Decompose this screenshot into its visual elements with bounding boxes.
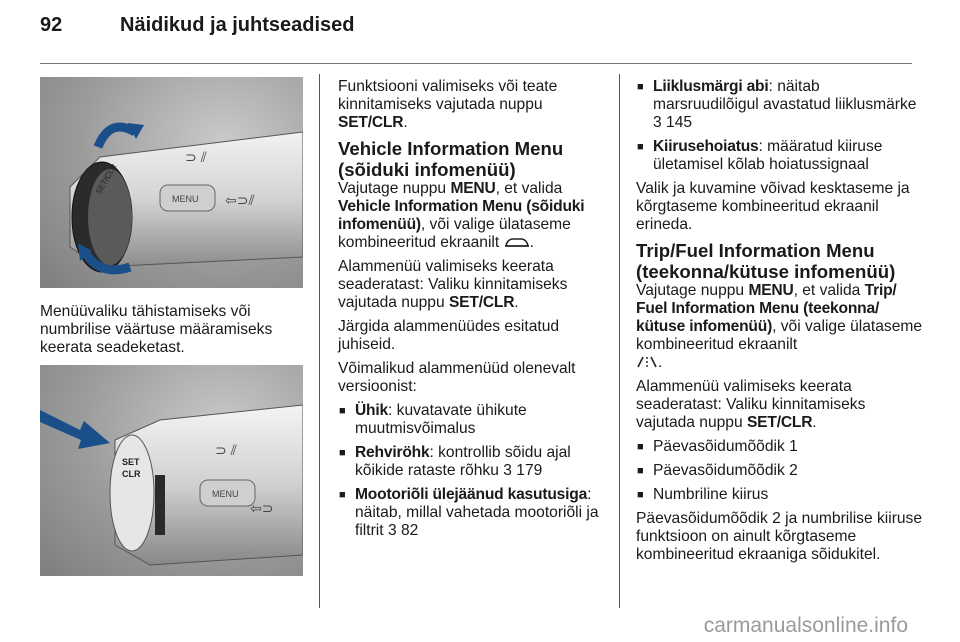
trip-fuel-heading: Trip/Fuel Information Menu (teekonna/kütuse infomenüü) xyxy=(636,240,896,282)
set-label: SET xyxy=(122,457,140,467)
list-item: ■ Numbriline kiirus xyxy=(636,486,926,504)
stalk-wheel-photo xyxy=(40,77,303,288)
trip-submenu-paragraph: Alammenüü valimiseks keerata seaderatast: Valiku kinnitamiseks vajutada nuppu SET/CLR. xyxy=(636,378,866,431)
page-ref[interactable]: 145 xyxy=(666,114,693,131)
trip-fuel-paragraph: Vajutage nuppu MENU, et valida Trip/ Fuel Information Menu (teekonna/ kütuse infomenüü), või valige ülataseme kombineeritud ekraanilt . xyxy=(636,282,923,371)
instructions-paragraph: Järgida alammenüüdes esitatud juhiseid. xyxy=(338,318,560,353)
image-caption: Menüüvaliku tähistamiseks või numbrilise väärtuse määramiseks keerata seadeketast. xyxy=(40,303,273,356)
vehicle-submenu-list-cont xyxy=(636,78,926,174)
list-item: ■ Mootoriõli ülejäänud kasutusiga: näitab, millal vahetada mootoriõli ja filtrit 3 82 xyxy=(338,486,608,540)
column-divider-left xyxy=(319,74,320,608)
menu-label-2: MENU xyxy=(212,489,239,499)
clr-label: CLR xyxy=(122,469,141,479)
watermark: carmanualsonline.info xyxy=(703,614,908,637)
vehicle-info-paragraph: Vajutage nuppu MENU, et valida Vehicle Information Menu (sõiduki infomenüü), või valige ülataseme kombineeritud ekraanilt . xyxy=(338,180,585,251)
page-number: 92 xyxy=(40,14,63,36)
road-icon xyxy=(636,354,658,371)
page-header xyxy=(40,14,355,37)
svg-text:⇦⊃: ⇦⊃ xyxy=(250,500,274,516)
page-ref-arrow-icon: 3 xyxy=(387,522,397,539)
stalk-button-photo xyxy=(40,365,303,576)
display-difference-paragraph: Valik ja kuvamine võivad kesktaseme ja kõrgtaseme kombineeritud ekraanil erineda. xyxy=(636,180,910,233)
vehicle-info-heading: Vehicle Information Menu (sõiduki infomenüü) xyxy=(338,138,564,180)
header-rule xyxy=(40,63,912,64)
svg-text:⊃ ⫽: ⊃ ⫽ xyxy=(185,149,207,165)
vehicle-submenu-list xyxy=(338,402,608,540)
car-icon xyxy=(504,234,530,251)
list-item: ■ Kiirusehoiatus: määratud kiiruse ületamisel kõlab hoiatussignaal xyxy=(636,138,926,174)
rotate-arrow-top xyxy=(98,127,135,147)
list-item: ■ Ühik: kuvatavate ühikute muutmisvõimalus xyxy=(338,402,608,438)
stalk-button-illustration xyxy=(40,365,303,576)
column-divider-right xyxy=(619,74,620,608)
versions-paragraph: Võimalikud alammenüüd olenevalt versioonist: xyxy=(338,360,576,395)
page-ref-arrow-icon: 3 xyxy=(653,114,662,131)
stalk-wheel-illustration xyxy=(40,77,303,288)
svg-text:⇦⊃⫽: ⇦⊃⫽ xyxy=(225,192,255,208)
page-ref[interactable]: 82 xyxy=(400,522,419,539)
submenu-paragraph: Alammenüü valimiseks keerata seaderatast: Valiku kinnitamiseks vajutada nuppu SET/CLR. xyxy=(338,258,568,311)
svg-text:⊃ ⫽: ⊃ ⫽ xyxy=(215,442,237,458)
middle-column xyxy=(338,78,608,546)
list-item: ■ Rehviröhk: kontrollib sõidu ajal kõikide rataste rõhku 3 179 xyxy=(338,444,608,480)
list-item: ■ Liiklusmärgi abi: näitab marsruudilõigul avastatud liiklusmärke 3 145 xyxy=(636,78,926,132)
list-item: ■ Päevasõidumõõdik 2 xyxy=(636,462,926,480)
set-clr-label: SET/CLR xyxy=(93,162,119,196)
page-title: Näidikud ja juhtseadised xyxy=(120,14,355,36)
trip-submenu-list xyxy=(636,438,926,504)
page-ref[interactable]: 179 xyxy=(516,462,543,479)
intro-paragraph: Funktsiooni valimiseks või teate kinnitamiseks vajutada nuppu SET/CLR. xyxy=(338,78,558,131)
list-item: ■ Päevasõidumõõdik 1 xyxy=(636,438,926,456)
page-ref-arrow-icon: 3 xyxy=(503,462,512,479)
right-column xyxy=(636,78,926,570)
menu-label: MENU xyxy=(172,194,199,204)
trip-note-paragraph: Päevasõidumõõdik 2 ja numbrilise kiiruse funktsioon on ainult kõrgtaseme kombineeritud ekraaniga sõidukitel. xyxy=(636,510,923,563)
push-arrow-icon xyxy=(40,410,110,449)
